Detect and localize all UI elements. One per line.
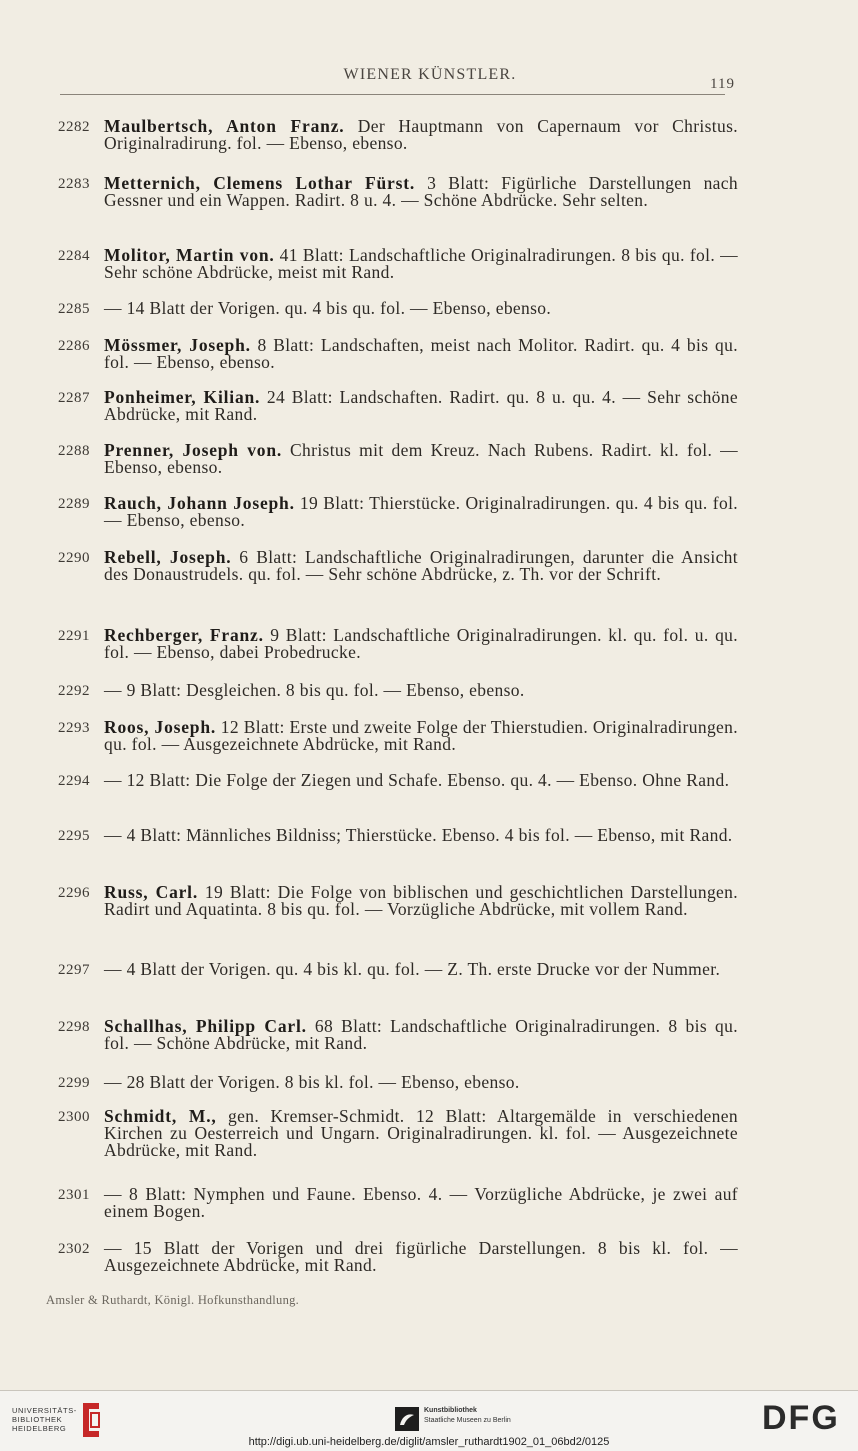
entry-number: 2293 <box>58 720 90 736</box>
kunstbibliothek-logo-icon[interactable] <box>394 1406 420 1432</box>
catalog-entry <box>58 549 738 583</box>
entry-description: 41 Blatt: Landschaftliche Originalradirungen. 8 bis qu. fol. — Sehr schöne Abdrücke, meist mit Rand. <box>104 245 739 282</box>
publisher-line: Amsler & Ruthardt, Königl. Hofkunsthandlung. <box>46 1293 300 1307</box>
entry-number: 2299 <box>58 1075 90 1091</box>
catalog-entry <box>58 118 738 152</box>
artist-name: Rauch, Johann Joseph. <box>104 493 295 513</box>
entry-number: 2301 <box>58 1187 90 1203</box>
entry-description: 9 Blatt: Landschaftliche Originalradirungen. kl. qu. fol. u. qu. fol. — Ebenso, dabei Probedrucke. <box>104 625 738 662</box>
artist-name: Rechberger, Franz. <box>104 625 264 645</box>
entry-number: 2288 <box>58 443 90 459</box>
running-title: WIENER KÜNSTLER. <box>343 66 517 83</box>
dfg-logo[interactable]: DFG <box>762 1399 840 1437</box>
artist-name: Maulbertsch, Anton Franz. <box>104 116 345 136</box>
catalog-entry <box>58 1074 738 1091</box>
artist-name: Prenner, Joseph von. <box>104 440 283 460</box>
entry-number: 2298 <box>58 1019 90 1035</box>
university-logo-icon[interactable] <box>79 1401 103 1439</box>
catalog-entry <box>58 719 738 753</box>
entry-description: 8 Blatt: Landschaften, meist nach Molitor. Radirt. qu. 4 bis qu. fol. — Ebenso, ebenso. <box>104 335 738 372</box>
artist-name: Mössmer, Joseph. <box>104 335 251 355</box>
entry-description: — 4 Blatt der Vorigen. qu. 4 bis kl. qu. fol. — Z. Th. erste Drucke vor der Nummer. <box>104 959 721 979</box>
entry-number: 2287 <box>58 390 90 406</box>
entry-description: 3 Blatt: Figürliche Darstellungen nach Gessner und ein Wappen. Radirt. 8 u. 4. — Schöne Abdrücke. Sehr selten. <box>104 173 739 210</box>
entry-description: — 14 Blatt der Vorigen. qu. 4 bis qu. fol. — Ebenso, ebenso. <box>104 298 552 318</box>
catalog-entry <box>58 495 738 529</box>
entry-description: gen. Kremser-Schmidt. 12 Blatt: Altargemälde in verschiedenen Kirchen zu Oesterreich und Ungarn. Originalradirungen. kl. fol. — Ausgezeichnete Abdrücke, mit Rand. <box>104 1106 738 1160</box>
catalog-entry <box>58 1018 738 1052</box>
catalog-entry <box>58 389 738 423</box>
catalog-entry <box>58 884 738 918</box>
catalog-entry <box>58 300 738 317</box>
catalog-entry <box>58 682 738 699</box>
entry-description: 6 Blatt: Landschaftliche Originalradirungen, darunter die Ansicht des Donaustrudels. qu. fol. — Sehr schöne Abdrücke, z. Th. vor der Schrift. <box>104 547 738 584</box>
artist-name: Russ, Carl. <box>104 882 199 902</box>
catalog-entry <box>58 1186 738 1220</box>
entry-description: — 28 Blatt der Vorigen. 8 bis kl. fol. — Ebenso, ebenso. <box>104 1072 520 1092</box>
entry-number: 2302 <box>58 1241 90 1257</box>
entry-number: 2291 <box>58 628 90 644</box>
catalog-entry <box>58 442 738 476</box>
entry-number: 2286 <box>58 338 90 354</box>
header-rule <box>60 94 725 95</box>
catalog-entry <box>58 627 738 661</box>
entry-number: 2285 <box>58 301 90 317</box>
entry-description: 19 Blatt: Thierstücke. Originalradirungen. qu. 4 bis qu. fol. — Ebenso, ebenso. <box>104 493 739 530</box>
source-url-link[interactable]: http://digi.ub.uni-heidelberg.de/diglit/amsler_ruthardt1902_01_06bd2/0125 <box>248 1436 610 1448</box>
entry-number: 2292 <box>58 683 90 699</box>
artist-name: Schallhas, Philipp Carl. <box>104 1016 307 1036</box>
entry-number: 2283 <box>58 176 90 192</box>
entry-number: 2296 <box>58 885 90 901</box>
catalog-entry <box>58 337 738 371</box>
entry-number: 2290 <box>58 550 90 566</box>
entry-description: Der Hauptmann von Capernaum vor Christus. Originalradirung. fol. — Ebenso, ebenso. <box>104 116 738 153</box>
catalog-entry <box>58 175 738 209</box>
artist-name: Molitor, Martin von. <box>104 245 275 265</box>
entry-number: 2297 <box>58 962 90 978</box>
university-library-label: UNIVERSITÄTS- BIBLIOTHEK HEIDELBERG <box>12 1406 77 1433</box>
catalog-entry <box>58 1240 738 1274</box>
artist-name: Ponheimer, Kilian. <box>104 387 261 407</box>
entry-number: 2282 <box>58 119 90 135</box>
entry-number: 2295 <box>58 828 90 844</box>
entry-description: — 9 Blatt: Desgleichen. 8 bis qu. fol. — Ebenso, ebenso. <box>104 680 525 700</box>
entry-number: 2289 <box>58 496 90 512</box>
catalog-entry <box>58 961 738 978</box>
entry-description: 19 Blatt: Die Folge von biblischen und geschichtlichen Darstellungen. Radirt und Aquatinta. 8 bis qu. fol. — Vorzügliche Abdrücke, mit vollem Rand. <box>104 882 738 919</box>
artist-name: Rebell, Joseph. <box>104 547 232 567</box>
entry-description: 68 Blatt: Landschaftliche Originalradirungen. 8 bis qu. fol. — Schöne Abdrücke, mit Rand. <box>104 1016 738 1053</box>
entry-description: Christus mit dem Kreuz. Nach Rubens. Radirt. kl. fol. — Ebenso, ebenso. <box>104 440 738 477</box>
catalog-entry <box>58 827 738 844</box>
entry-number: 2294 <box>58 773 90 789</box>
entry-description: 12 Blatt: Erste und zweite Folge der Thierstudien. Originalradirungen. qu. fol. — Ausgezeichnete Abdrücke, mit Rand. <box>104 717 738 754</box>
entry-description: 24 Blatt: Landschaften. Radirt. qu. 8 u. qu. 4. — Sehr schöne Abdrücke, mit Rand. <box>104 387 739 424</box>
artist-name: Roos, Joseph. <box>104 717 217 737</box>
catalog-entry <box>58 1108 738 1159</box>
digitization-footer <box>0 1390 858 1451</box>
entry-number: 2300 <box>58 1109 90 1125</box>
catalog-entry <box>58 772 738 789</box>
artist-name: Schmidt, M., <box>104 1106 217 1126</box>
entry-description: — 15 Blatt der Vorigen und drei figürliche Darstellungen. 8 bis kl. fol. — Ausgezeichnete Abdrücke, mit Rand. <box>104 1238 738 1275</box>
entry-description: — 8 Blatt: Nymphen und Faune. Ebenso. 4. — Vorzügliche Abdrücke, je zwei auf einem Bogen. <box>104 1184 738 1221</box>
artist-name: Metternich, Clemens Lothar Fürst. <box>104 173 416 193</box>
catalog-entry <box>58 247 738 281</box>
kunstbibliothek-label: Kunstbibliothek Staatliche Museen zu Berlin <box>424 1407 511 1424</box>
page-number: 119 <box>710 76 735 92</box>
entry-description: — 4 Blatt: Männliches Bildniss; Thierstücke. Ebenso. 4 bis fol. — Ebenso, mit Rand. <box>104 825 733 845</box>
entry-number: 2284 <box>58 248 90 264</box>
entry-description: — 12 Blatt: Die Folge der Ziegen und Schafe. Ebenso. qu. 4. — Ebenso. Ohne Rand. <box>104 770 730 790</box>
